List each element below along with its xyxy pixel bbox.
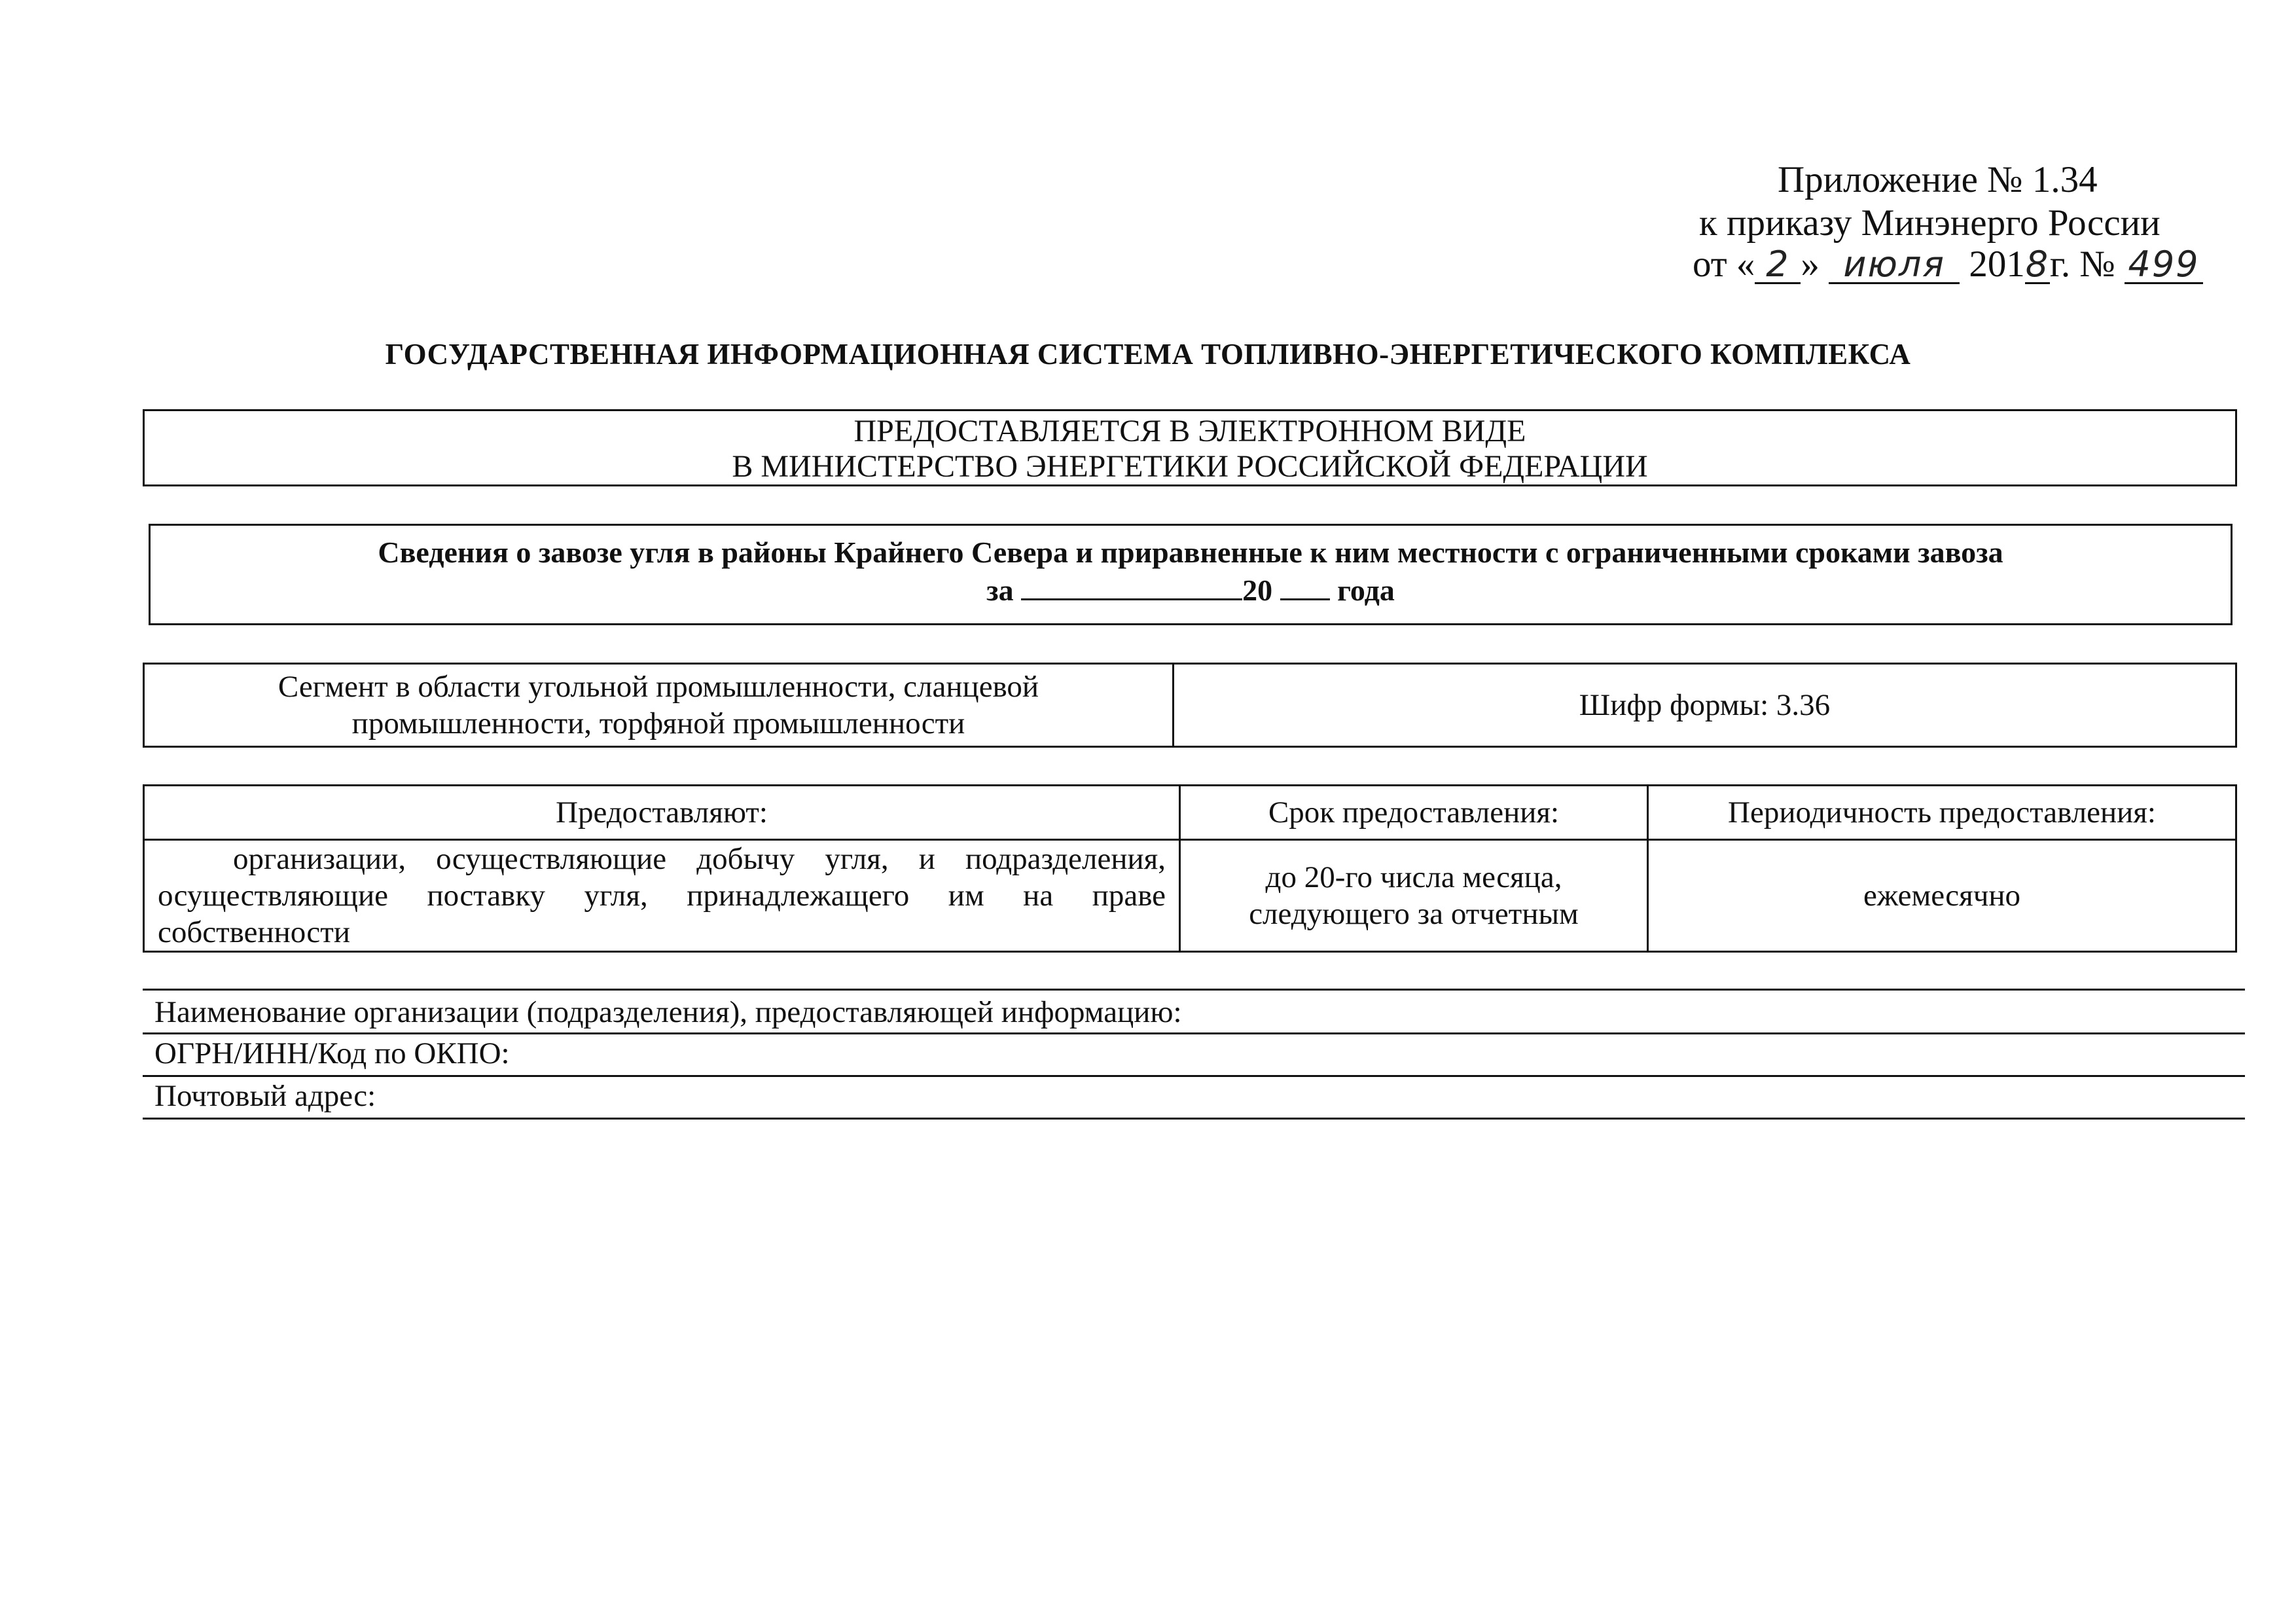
date-prefix: от « xyxy=(1693,244,1755,285)
fields-top-rule xyxy=(143,989,2245,991)
order-number-handwritten: 499 xyxy=(2128,244,2200,285)
segment-cell: Сегмент в области угольной промышленности, сланцевой промышленности, торфяной промышленности xyxy=(144,664,1174,747)
address-field[interactable] xyxy=(143,1079,2245,1120)
year-prefix: 201 xyxy=(1969,244,2025,285)
report-subject-box xyxy=(149,524,2233,625)
period-for-label: за xyxy=(986,574,1014,607)
day-handwritten: 2 xyxy=(1766,244,1790,285)
form-code-cell: Шифр формы: 3.36 xyxy=(1174,664,2236,747)
header-deadline: Срок предоставления: xyxy=(1180,786,1648,840)
cell-submitters: организации, осуществляющие добычу угля, и подразделения, осуществляющие поставку угля, принадлежащего им на праве собственности xyxy=(144,840,1180,952)
submission-data-row xyxy=(144,840,2236,952)
org-name-label: Наименование организации (подразделения), предоставляющей информацию: xyxy=(154,995,1182,1029)
header-submitters: Предоставляют: xyxy=(144,786,1180,840)
submission-table xyxy=(143,784,2237,953)
period-year-suffix: года xyxy=(1337,574,1395,607)
order-reference: к приказу Минэнерго России xyxy=(1699,202,2161,244)
period-year-blank[interactable] xyxy=(1280,572,1330,600)
electronic-line-2: В МИНИСТЕРСТВО ЭНЕРГЕТИКИ РОССИЙСКОЙ ФЕДЕРАЦИИ xyxy=(732,449,1648,484)
address-label: Почтовый адрес: xyxy=(154,1079,376,1113)
year-handwritten: 8 xyxy=(2025,244,2050,285)
electronic-line-1: ПРЕДОСТАВЛЯЕТСЯ В ЭЛЕКТРОННОМ ВИДЕ xyxy=(853,414,1526,448)
system-title: ГОСУДАРСТВЕННАЯ ИНФОРМАЦИОННАЯ СИСТЕМА ТОПЛИВНО-ЭНЕРГЕТИЧЕСКОГО КОМПЛЕКСА xyxy=(385,338,1911,371)
period-month-blank[interactable] xyxy=(1021,572,1242,600)
month-handwritten: июля xyxy=(1843,244,1945,285)
date-mid: » xyxy=(1801,244,1820,285)
org-name-field[interactable] xyxy=(143,995,2245,1034)
order-date-line xyxy=(1693,244,2203,285)
ogrn-label: ОГРН/ИНН/Код по ОКПО: xyxy=(154,1036,510,1070)
cell-frequency: ежемесячно xyxy=(1648,840,2236,952)
year-suffix: г. № xyxy=(2049,244,2115,285)
report-period-line xyxy=(151,572,2231,610)
cell-deadline: до 20-го числа месяца, следующего за отчетным xyxy=(1180,840,1648,952)
report-subject-title: Сведения о завозе угля в районы Крайнего Севера и приравненные к ним местности с ограниченными сроками завоза xyxy=(378,536,2003,569)
segment-table xyxy=(143,663,2237,748)
submission-header-row xyxy=(144,786,2236,840)
period-year-label: 20 xyxy=(1242,574,1273,607)
appendix-number: Приложение № 1.34 xyxy=(1778,159,2098,200)
electronic-submission-box xyxy=(143,409,2237,486)
ogrn-field[interactable] xyxy=(143,1036,2245,1077)
header-frequency: Периодичность предоставления: xyxy=(1648,786,2236,840)
segment-row xyxy=(144,664,2236,747)
